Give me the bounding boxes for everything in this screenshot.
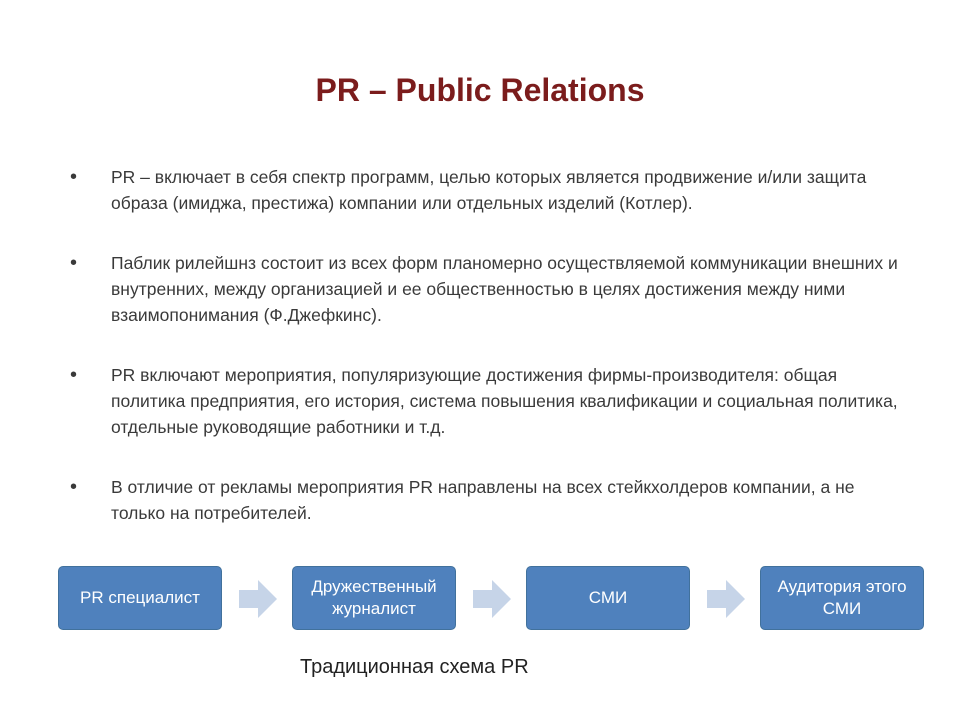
bullet-text: PR – включает в себя спектр программ, целью которых является продвижение и/или защита образа (имиджа, престижа) компании или отдельных изделий (Котлер). — [111, 167, 867, 213]
bullet-item — [70, 164, 910, 216]
diagram-caption: Традиционная схема PR — [300, 656, 529, 678]
flow-box-media: СМИ — [526, 566, 690, 630]
bullet-dot-icon: • — [70, 166, 78, 188]
bullet-text: PR включают мероприятия, популяризующие достижения фирмы-производителя: общая политика предприятия, его история, система повышения квалификации и социальная политика, отдельные руководящие работники и т.д. — [111, 365, 898, 437]
bullet-text: В отличие от рекламы мероприятия PR направлены на всех стейкхолдеров компании, а не только на потребителей. — [111, 477, 855, 523]
pr-flow-diagram — [58, 566, 926, 631]
flow-arrow-icon — [473, 580, 511, 618]
bullet-item — [70, 474, 910, 526]
flow-box-media-audience: Аудитория этого СМИ — [760, 566, 924, 630]
slide-title: PR – Public Relations — [315, 72, 645, 108]
flow-box-friendly-journalist: Дружественный журналист — [292, 566, 456, 630]
bullet-dot-icon: • — [70, 364, 78, 386]
bullet-dot-icon: • — [70, 476, 78, 498]
flow-arrow-icon — [239, 580, 277, 618]
bullet-item — [70, 362, 910, 440]
bullet-dot-icon: • — [70, 252, 78, 274]
bullet-item — [70, 250, 910, 328]
bullet-list — [70, 164, 910, 560]
flow-box-pr-specialist: PR специалист — [58, 566, 222, 630]
flow-arrow-icon — [707, 580, 745, 618]
bullet-text: Паблик рилейшнз состоит из всех форм планомерно осуществляемой коммуникации внешних и внутренних, между организацией и ее общественностью в целях достижения между ними взаимопонимания (Ф.Джефкинс). — [111, 253, 898, 325]
